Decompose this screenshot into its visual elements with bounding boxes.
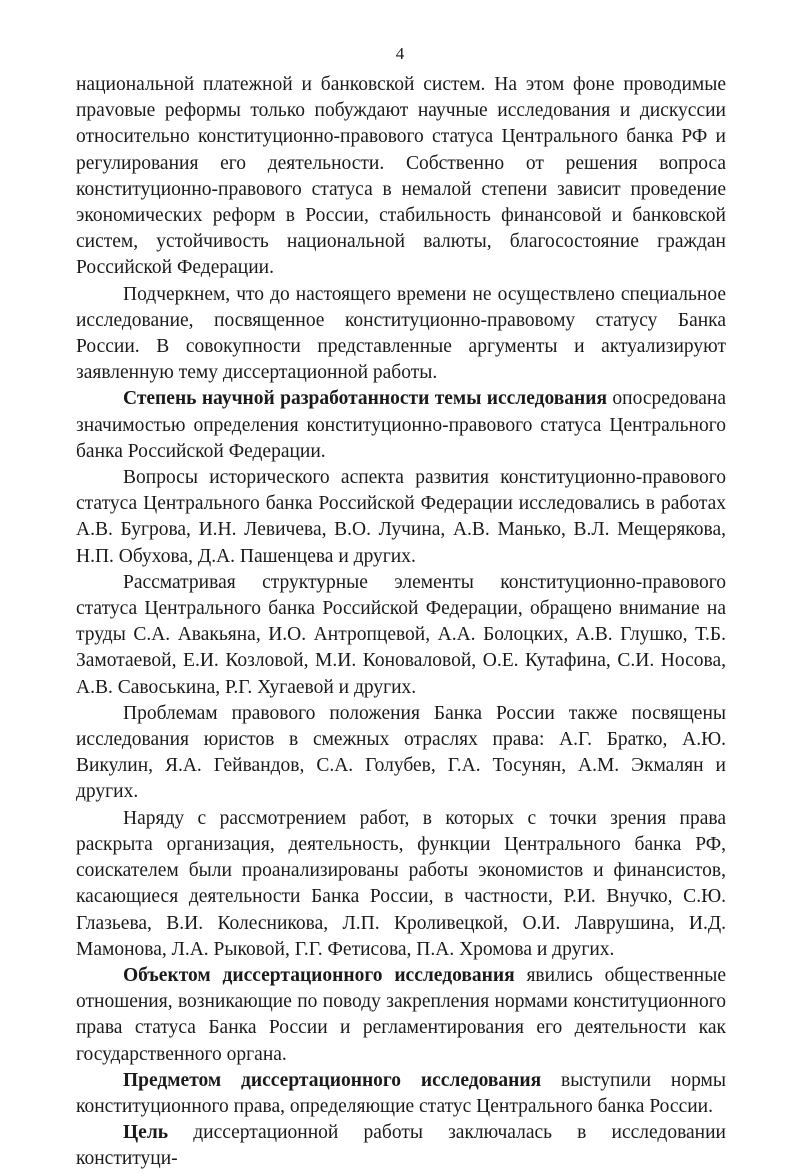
paragraph-text: Подчеркнем, что до настоящего времени не осуществлено специальное исследование, посвященное конституционно-правовому статусу Банка России. В совокупности представленные аргументы и актуализируют заявленную тему диссертационной работы. xyxy=(76,283,726,384)
page-number: 4 xyxy=(395,44,405,63)
paragraph xyxy=(76,465,726,570)
paragraph xyxy=(76,282,726,387)
paragraph-heading: Степень научной разработанности темы исследования xyxy=(123,388,608,410)
paragraph xyxy=(76,1068,726,1120)
paragraph-heading: Цель xyxy=(123,1122,169,1144)
paragraph xyxy=(76,963,726,1068)
paragraph-heading: Объектом диссертационного исследования xyxy=(123,964,515,986)
paragraph xyxy=(76,570,726,701)
paragraph xyxy=(76,701,726,806)
paragraph-text: Рассматривая структурные элементы конституционно-правового статуса Центрального банка Российской Федерации, обращено внимание на труды С.А. Авакьяна, И.О. Антропцевой, А.А. Болоцких, А.В. Глушко, Т.Б. Замотаевой, Е.И. Козловой, М.И. Коноваловой, О.Е. Кутафина, С.И. Носова, А.В. Савоськина, Р.Г. Хугаевой и других. xyxy=(76,571,726,698)
paragraph xyxy=(76,1120,726,1172)
paragraph-text: Наряду с рассмотрением работ, в которых с точки зрения права раскрыта организация, деятельность, функции Центрального банка РФ, соискателем были проанализированы работы экономистов и финансистов, касающиеся деятельности Банка России, в частности, Р.И. Внучко, С.Ю. Глазьева, В.И. Колесникова, Л.П. Кроливецкой, О.И. Лаврушина, И.Д. Мамонова, Л.А. Рыковой, Г.Г. Фетисова, П.А. Хромова и других. xyxy=(76,807,726,960)
paragraph-text: выступили нормы конституционного права, определяющие статус Центрального банка России. xyxy=(76,1069,726,1117)
paragraph xyxy=(76,806,726,963)
paragraph-text: Проблемам правового положения Банка России также посвящены исследования юристов в смежных отраслях права: А.Г. Братко, А.Ю. Викулин, Я.А. Гейвандов, С.А. Голубев, Г.А. Тосунян, А.М. Экмалян и других. xyxy=(76,702,726,803)
paragraph-text: Вопросы исторического аспекта развития конституционно-правового статуса Центрального банка Российской Федерации исследовались в работах А.В. Бугрова, И.Н. Левичева, В.О. Лучина, А.В. Манько, В.Л. Мещерякова, Н.П. Обухова, Д.А. Пашенцева и других. xyxy=(76,467,726,567)
document-body xyxy=(76,72,726,1173)
paragraph-text: опосредована значимостью определения конституционно-правового статуса Центрального банка Российской Федерации. xyxy=(76,388,726,462)
paragraph xyxy=(76,386,726,465)
paragraph xyxy=(76,72,726,282)
paragraph-text: явились общественные отношения, возникающие по поводу закрепления нормами конституционного права статуса Банка России и регламентирования его деятельности как государственного органа. xyxy=(76,964,726,1065)
paragraph-text: диссертационной работы заключалась в исследовании конституци- xyxy=(76,1122,726,1170)
paragraph-text: национальной платежной и банковской систем. На этом фоне проводимые праvовые реформы только побуждают научные исследования и дискуссии относительно конституционно-правового статуса Центрального банка РФ и регулирования его деятельности. Собственно от решения вопроса конституционно-правового статуса в немалой степени зависит проведение экономических реформ в России, стабильность финансовой и банковской систем, устойчивость национальной валюты, благосостояние граждан Российской Федерации. xyxy=(76,74,726,279)
paragraph-heading: Предметом диссертационного исследования xyxy=(123,1069,542,1091)
